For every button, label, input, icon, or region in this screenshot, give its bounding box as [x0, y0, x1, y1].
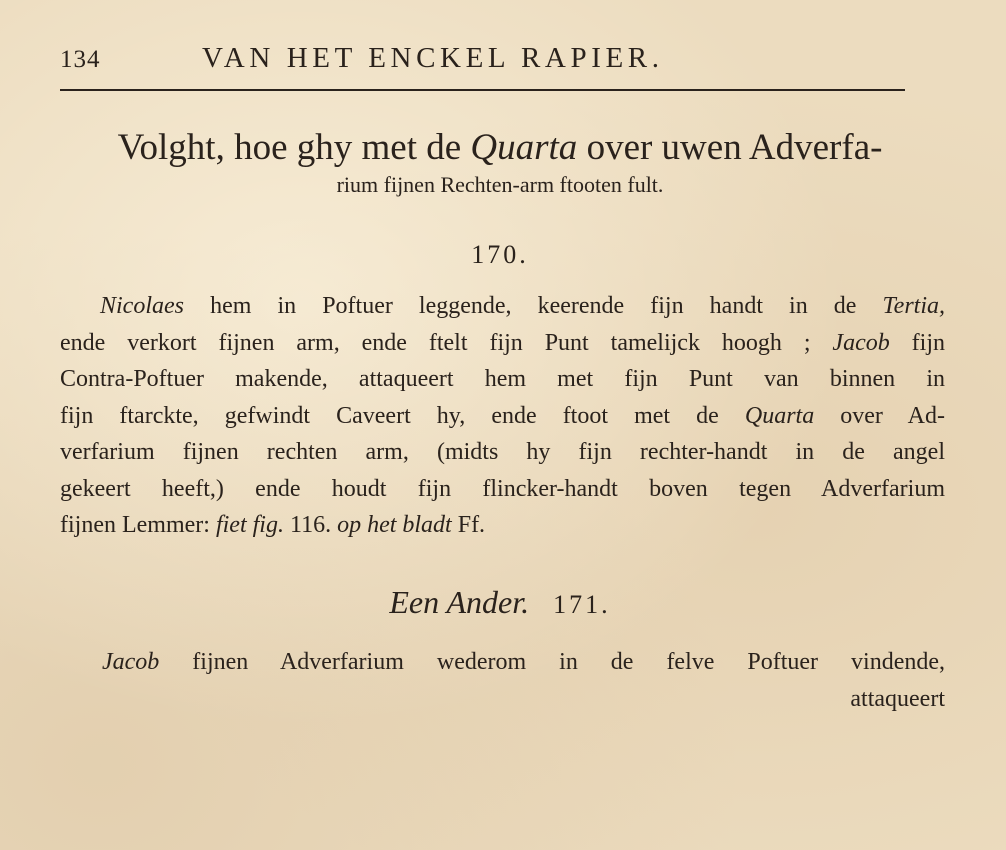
text-run: gekeert heeft,) ende houdt fijn flincker-handt boven tegen Adverfarium — [60, 475, 945, 502]
italic-text: Tertia, — [882, 293, 945, 319]
italic-text: op het bladt — [337, 512, 452, 538]
text-line — [60, 288, 945, 325]
heading-text-before: Volght, hoe ghy met de — [117, 127, 471, 168]
heading-text-after: over uwen Adverfa- — [577, 127, 883, 168]
text-run: fijn ftarckte, gefwindt Caveert hy, ende ftoot met de — [60, 402, 745, 429]
text-run: hem in Poftuer leggende, keerende fijn handt in de — [184, 293, 883, 319]
italic-text: Nicolaes — [100, 293, 184, 319]
text-line — [60, 361, 945, 398]
paragraph-170 — [60, 288, 945, 544]
paragraph-171-line — [60, 644, 945, 681]
italic-text: Jacob — [102, 649, 160, 675]
text-line — [60, 398, 945, 435]
catchword: attaqueert — [850, 685, 945, 712]
text-run: over Ad- — [814, 402, 945, 429]
heading-line-1 — [60, 126, 940, 170]
paragraph-171 — [60, 644, 945, 717]
text-line — [60, 434, 945, 471]
text-run: 116. — [283, 512, 338, 538]
italic-text: Jacob — [832, 329, 890, 356]
heading-italic-term: Quarta — [470, 127, 578, 168]
text-line — [60, 471, 945, 508]
text-run: fijn — [889, 329, 945, 356]
text-line — [60, 325, 945, 362]
page-number: 134 — [60, 46, 101, 73]
header-rule — [60, 89, 905, 91]
text-run: fijnen Lemmer: — [60, 512, 216, 538]
text-run: Contra-Poftuer makende, attaqueert hem met fijn Punt van binnen in — [60, 366, 945, 392]
section-heading — [60, 126, 940, 200]
text-run: ende verkort fijnen arm, ende ftelt fijn Punt tamelijck hoogh ; — [60, 329, 833, 356]
section-number-171: 171. — [553, 590, 611, 619]
text-run: fijnen Adverfarium wederom in de felve Poftuer vindende, — [159, 649, 945, 675]
sub-heading-title: Een Ander. — [389, 584, 530, 620]
running-title: VAN HET ENCKEL RAPIER. — [202, 42, 664, 74]
running-head — [60, 38, 905, 78]
section-number-170: 170. — [471, 240, 529, 269]
text-run: Ff. — [451, 512, 486, 538]
sub-heading-171 — [60, 584, 940, 621]
text-run: verfarium fijnen rechten arm, (midts hy fijn rechter-handt in de angel — [60, 439, 945, 465]
italic-text: fiet fig. — [215, 512, 284, 538]
text-line — [60, 507, 945, 544]
heading-line-2: rium fijnen Rechten-arm ftooten fult. — [336, 172, 664, 197]
italic-text: Quarta — [744, 402, 815, 429]
